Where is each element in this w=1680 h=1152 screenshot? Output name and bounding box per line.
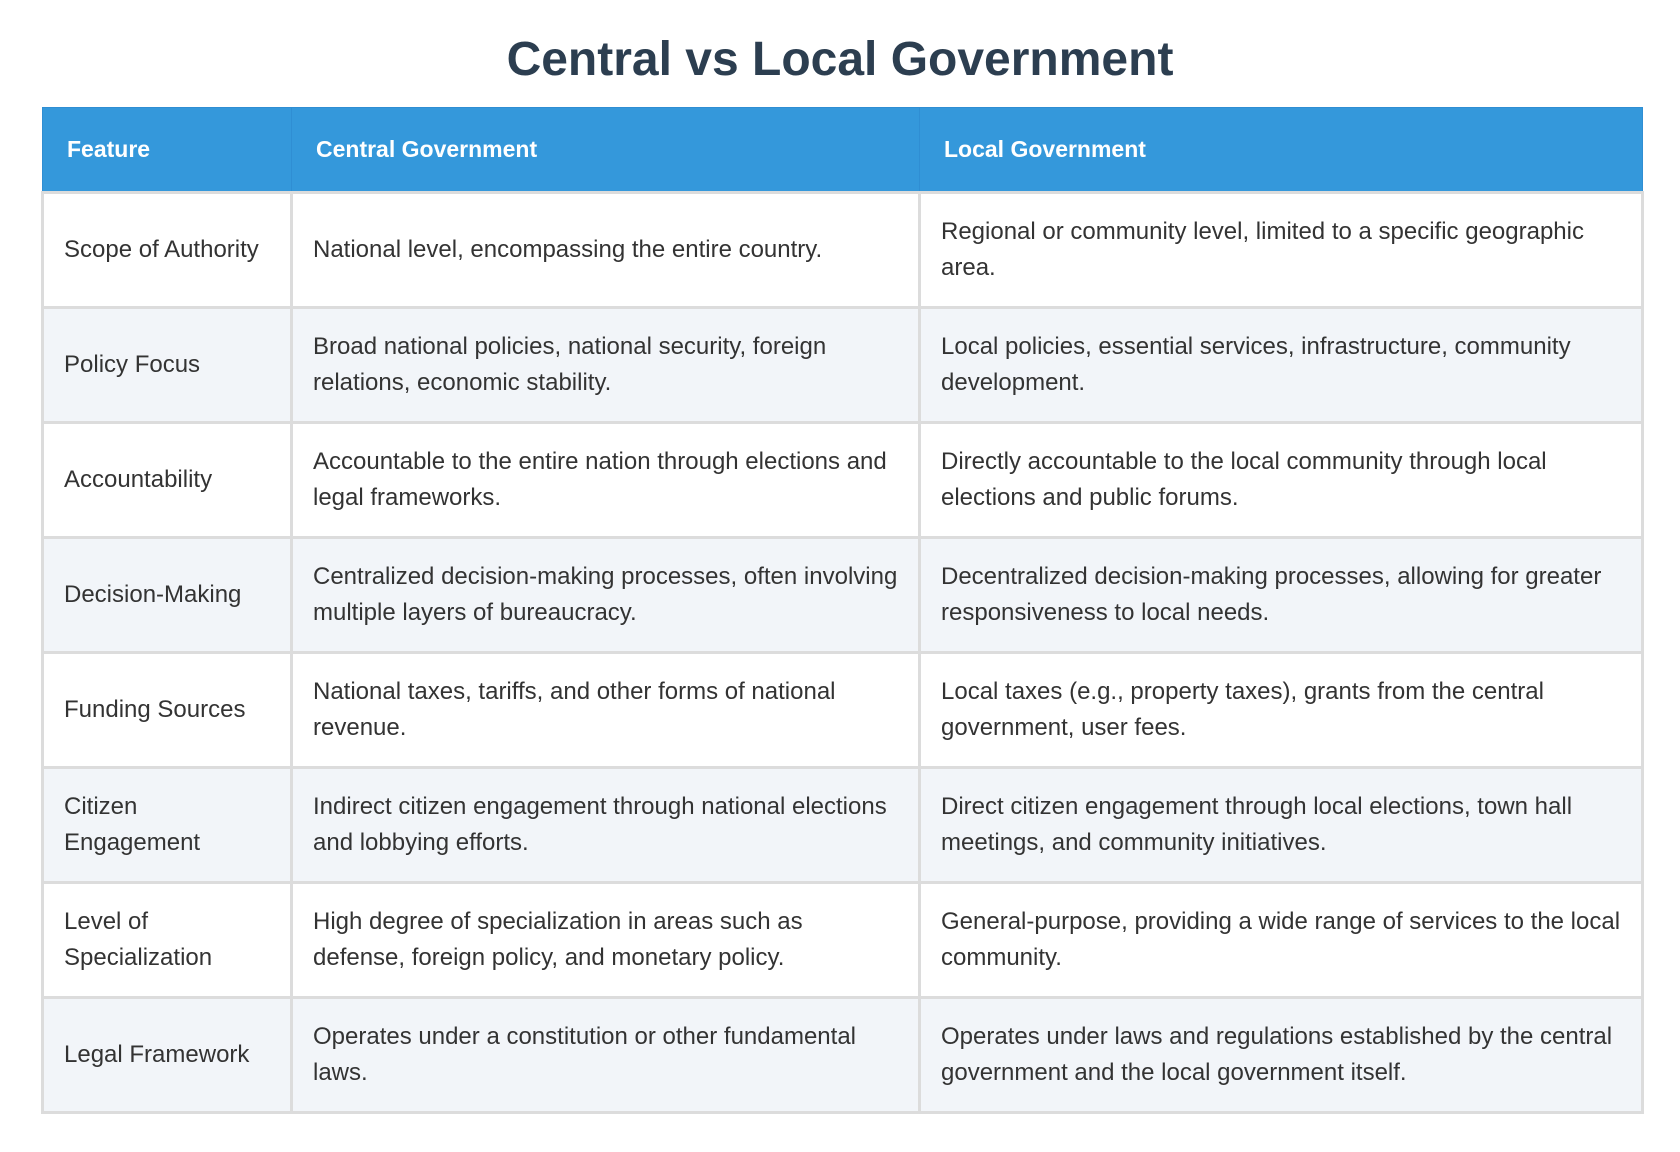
local-cell: Decentralized decision-making processes, allowing for greater responsiveness to local needs.	[920, 538, 1643, 653]
central-cell: Accountable to the entire nation through elections and legal frameworks.	[292, 423, 920, 538]
central-cell: National level, encompassing the entire country.	[292, 193, 920, 308]
local-cell: General-purpose, providing a wide range of services to the local community.	[920, 883, 1643, 998]
column-header-central-government: Central Government	[292, 108, 920, 193]
local-cell: Directly accountable to the local community through local elections and public forums.	[920, 423, 1643, 538]
feature-cell: Legal Framework	[43, 998, 292, 1113]
table-body	[43, 193, 1643, 1113]
feature-cell: Funding Sources	[43, 653, 292, 768]
central-cell: Operates under a constitution or other fundamental laws.	[292, 998, 920, 1113]
feature-cell: Scope of Authority	[43, 193, 292, 308]
local-cell: Operates under laws and regulations established by the central government and the local government itself.	[920, 998, 1643, 1113]
table-row	[43, 308, 1643, 423]
feature-cell: Policy Focus	[43, 308, 292, 423]
feature-cell: Accountability	[43, 423, 292, 538]
table-row	[43, 193, 1643, 308]
page-title: Central vs Local Government	[506, 33, 1174, 86]
table-row	[43, 653, 1643, 768]
table-row	[43, 998, 1643, 1113]
table-row	[43, 538, 1643, 653]
central-cell: National taxes, tariffs, and other forms of national revenue.	[292, 653, 920, 768]
central-cell: Centralized decision-making processes, often involving multiple layers of bureaucracy.	[292, 538, 920, 653]
local-cell: Local taxes (e.g., property taxes), grants from the central government, user fees.	[920, 653, 1643, 768]
local-cell: Local policies, essential services, infrastructure, community development.	[920, 308, 1643, 423]
central-cell: High degree of specialization in areas such as defense, foreign policy, and monetary policy.	[292, 883, 920, 998]
table-row	[43, 768, 1643, 883]
column-header-feature: Feature	[43, 108, 292, 193]
feature-cell: Citizen Engagement	[43, 768, 292, 883]
local-cell: Direct citizen engagement through local elections, town hall meetings, and community initiatives.	[920, 768, 1643, 883]
central-cell: Indirect citizen engagement through national elections and lobbying efforts.	[292, 768, 920, 883]
feature-cell: Level of Specialization	[43, 883, 292, 998]
central-cell: Broad national policies, national security, foreign relations, economic stability.	[292, 308, 920, 423]
table-row	[43, 883, 1643, 998]
table-row	[43, 423, 1643, 538]
column-header-local-government: Local Government	[920, 108, 1643, 193]
local-cell: Regional or community level, limited to a specific geographic area.	[920, 193, 1643, 308]
header-row	[43, 108, 1643, 193]
feature-cell: Decision-Making	[43, 538, 292, 653]
comparison-table	[41, 107, 1644, 1114]
table-header	[43, 108, 1643, 193]
